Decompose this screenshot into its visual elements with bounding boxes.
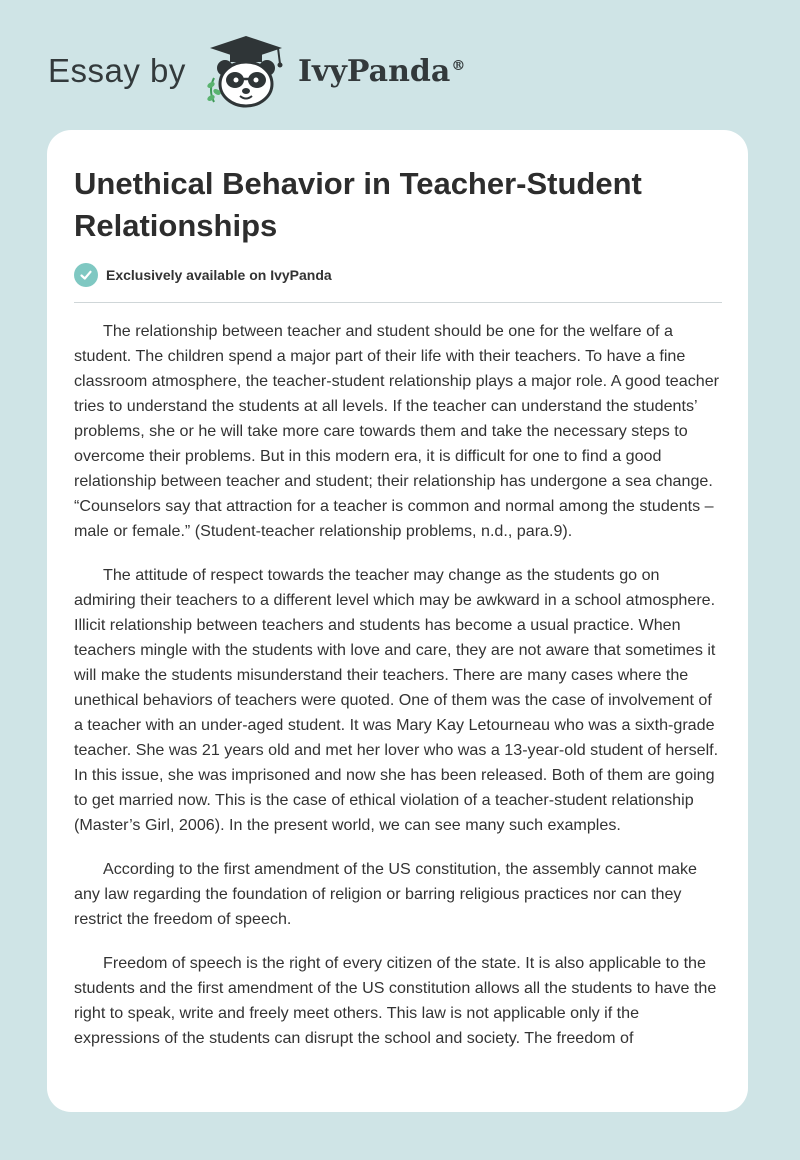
- paragraph: The relationship between teacher and student should be one for the welfare of a student. The children spend a major part of their life with their teachers. To have a fine classroom atmosphere, the teacher-student relationship plays a major role. A good teacher tries to understand the students at all levels. If the teacher can understand the students’ problems, she or he will take more care towards them and take the necessary steps to overcome their problems. But in this modern era, it is difficult for one to find a good relationship between teacher and student; their relationship has undergone a sea change. “Counselors say that attraction for a teacher is common and normal among the students – male or female.” (Student-teacher relationship problems, n.d., para.9).: [74, 322, 719, 540]
- essay-title: Unethical Behavior in Teacher-Student Relationships: [74, 166, 642, 243]
- exclusive-badge-text: Exclusively available on IvyPanda: [106, 267, 332, 283]
- brand-name-text: IvyPanda: [298, 54, 451, 89]
- essay-body: [74, 319, 724, 1070]
- brand-name: [298, 54, 465, 89]
- registered-mark: ®: [451, 58, 466, 74]
- site-header: [48, 34, 568, 110]
- essay-card: [47, 130, 748, 1112]
- paragraph: According to the first amendment of the US constitution, the assembly cannot make any law regarding the foundation of religion or barring religious practices nor can they restrict the freedom of speech.: [74, 860, 697, 928]
- exclusive-badge: [74, 262, 332, 288]
- paragraph: Freedom of speech is the right of every citizen of the state. It is also applicable to the students and the first amendment of the US constitution allows all the students to have the right to speak, write and freely meet others. This law is not applicable only if the expressions of the students can disrupt the school and society. The freedom of: [74, 954, 717, 1047]
- check-icon: [74, 263, 98, 287]
- panda-graduate-icon: [200, 34, 292, 110]
- divider: [74, 302, 722, 303]
- essay-by-label: Essay by: [48, 52, 186, 89]
- paragraph: The attitude of respect towards the teacher may change as the students go on admiring their teachers to a different level which may be awkward in a school atmosphere. Illicit relationship between teachers and students has become a usual practice. When teachers mingle with the students with love and care, they are not aware that sometimes it will make the students misunderstand their teachers. There are many cases where the unethical behaviors of teachers were quoted. One of them was the case of involvement of a teacher with an under-aged student. It was Mary Kay Letourneau who was a sixth-grade teacher. She was 21 years old and met her lover who was a 13-year-old student of herself. In this issue, she was imprisoned and now she has been released. Both of them are going to get married now. This is the case of ethical violation of a teacher-student relationship (Master’s Girl, 2006). In the present world, we can see many such examples.: [74, 566, 719, 834]
